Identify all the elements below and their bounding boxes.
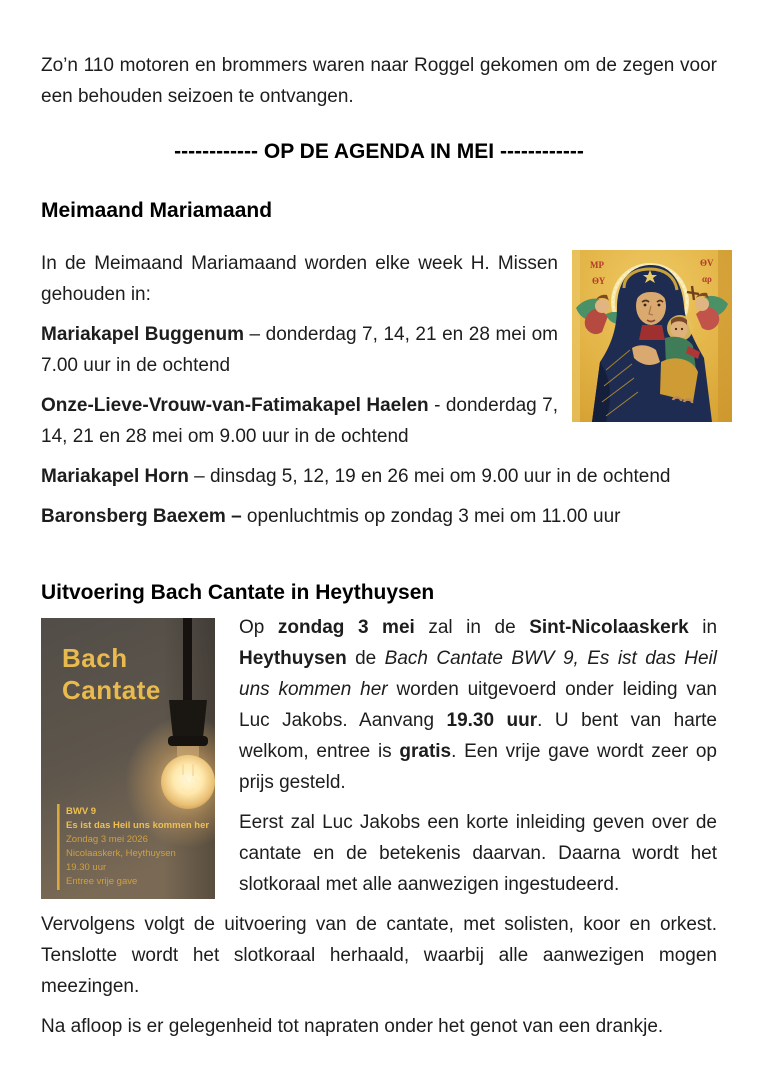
agenda-item-baexem (41, 501, 717, 532)
bach-cantate-poster (41, 618, 215, 899)
text-segment: worden uitgevoerd onder leiding van Luc Jakobs. Aanvang (239, 679, 717, 731)
poster-title-line1: Bach (62, 643, 128, 673)
poster-line-location: Nicolaaskerk, Heythuysen (66, 848, 176, 859)
agenda-item-horn (41, 461, 717, 492)
maria-intro: In de Meimaand Mariamaand worden elke week H. Missen gehouden in: (41, 253, 558, 305)
agenda-heading: ------------ OP DE AGENDA IN MEI ------------ (174, 140, 584, 163)
bach-paragraph-3 (41, 909, 717, 1002)
text-segment: – dinsdag 5, 12, 19 en 26 mei om 9.00 uur in de ochtend (188, 466, 671, 487)
svg-text:αρ: αρ (702, 274, 712, 284)
text-segment: Heythuysen (239, 648, 347, 669)
our-lady-of-perpetual-help-icon (572, 250, 732, 422)
text-segment: Vervolgens volgt de uitvoering van de cantate, met solisten, koor en orkest. Tenslotte wordt het slotkoraal herhaald, waarbij alle aanwezigen mogen meezingen. (41, 914, 717, 997)
poster-title-line2: Cantate (62, 675, 161, 705)
svg-text:ΘΥ: ΘΥ (592, 276, 606, 286)
text-segment: Bach Cantate BWV 9, (384, 648, 579, 669)
bach-section (41, 612, 717, 1051)
text-segment: openluchtmis op zondag 3 mei om 11.00 uur (241, 506, 621, 527)
text-segment: Op (239, 617, 278, 638)
text-segment: zal in de (414, 617, 530, 638)
text-segment: 19.30 uur (446, 710, 538, 731)
text-segment: Es ist das Heil uns kommen her (239, 648, 717, 700)
bach-cantate-poster-image (41, 618, 215, 899)
text-segment: Mariakapel Horn (41, 466, 189, 487)
text-segment: in (688, 617, 718, 638)
text-segment: gratis (399, 741, 452, 762)
text-segment: Eerst zal Luc Jakobs een korte inleiding geven over de cantate en de betekenis daarvan. Daarna wordt het slotkoraal met alle aanwezigen ingestudeerd. (239, 812, 717, 895)
text-segment: Baronsberg Baexem – (41, 506, 242, 527)
intro-paragraph: Zo’n 110 motoren en brommers waren naar Roggel gekomen om de zegen voor een behouden seizoen te ontvangen. (41, 55, 717, 107)
poster-accent-bar (57, 804, 60, 890)
poster-line-entry: Entree vrije gave (66, 876, 138, 887)
our-lady-icon-image (572, 250, 732, 422)
poster-line-bwv: BWV 9 (66, 806, 97, 817)
maria-section-title: Meimaand Mariamaand (41, 199, 273, 222)
svg-text:MP: MP (590, 260, 604, 270)
text-segment: . U bent van harte welkom, entree is (239, 710, 717, 762)
text-segment: . Een vrije gave wordt zeer op prijs gesteld. (239, 741, 717, 793)
poster-line-date: Zondag 3 mei 2026 (66, 834, 148, 845)
text-segment: zondag 3 mei (277, 617, 415, 638)
bach-section-title: Uitvoering Bach Cantate in Heythuysen (41, 581, 435, 604)
text-segment: de (346, 648, 385, 669)
maria-section (41, 248, 717, 541)
text-segment: Na afloop is er gelegenheid tot napraten onder het genot van een drankje. (41, 1016, 664, 1037)
poster-line-time: 19.30 uur (66, 862, 107, 873)
bach-paragraph-4 (41, 1011, 717, 1042)
poster-line-title: Es ist das Heil uns kommen her (66, 820, 210, 831)
text-segment: Onze-Lieve-Vrouw-van-Fatimakapel Haelen (41, 395, 429, 416)
text-segment: Sint-Nicolaaskerk (529, 617, 689, 638)
text-segment: – donderdag 7, 14, 21 en 28 mei om 7.00 uur in de ochtend (41, 324, 558, 376)
text-segment: Mariakapel Buggenum (41, 324, 244, 345)
text-segment: - donderdag 7, 14, 21 en 28 mei om 9.00 uur in de ochtend (41, 395, 559, 447)
svg-text:ΘV: ΘV (700, 258, 714, 268)
